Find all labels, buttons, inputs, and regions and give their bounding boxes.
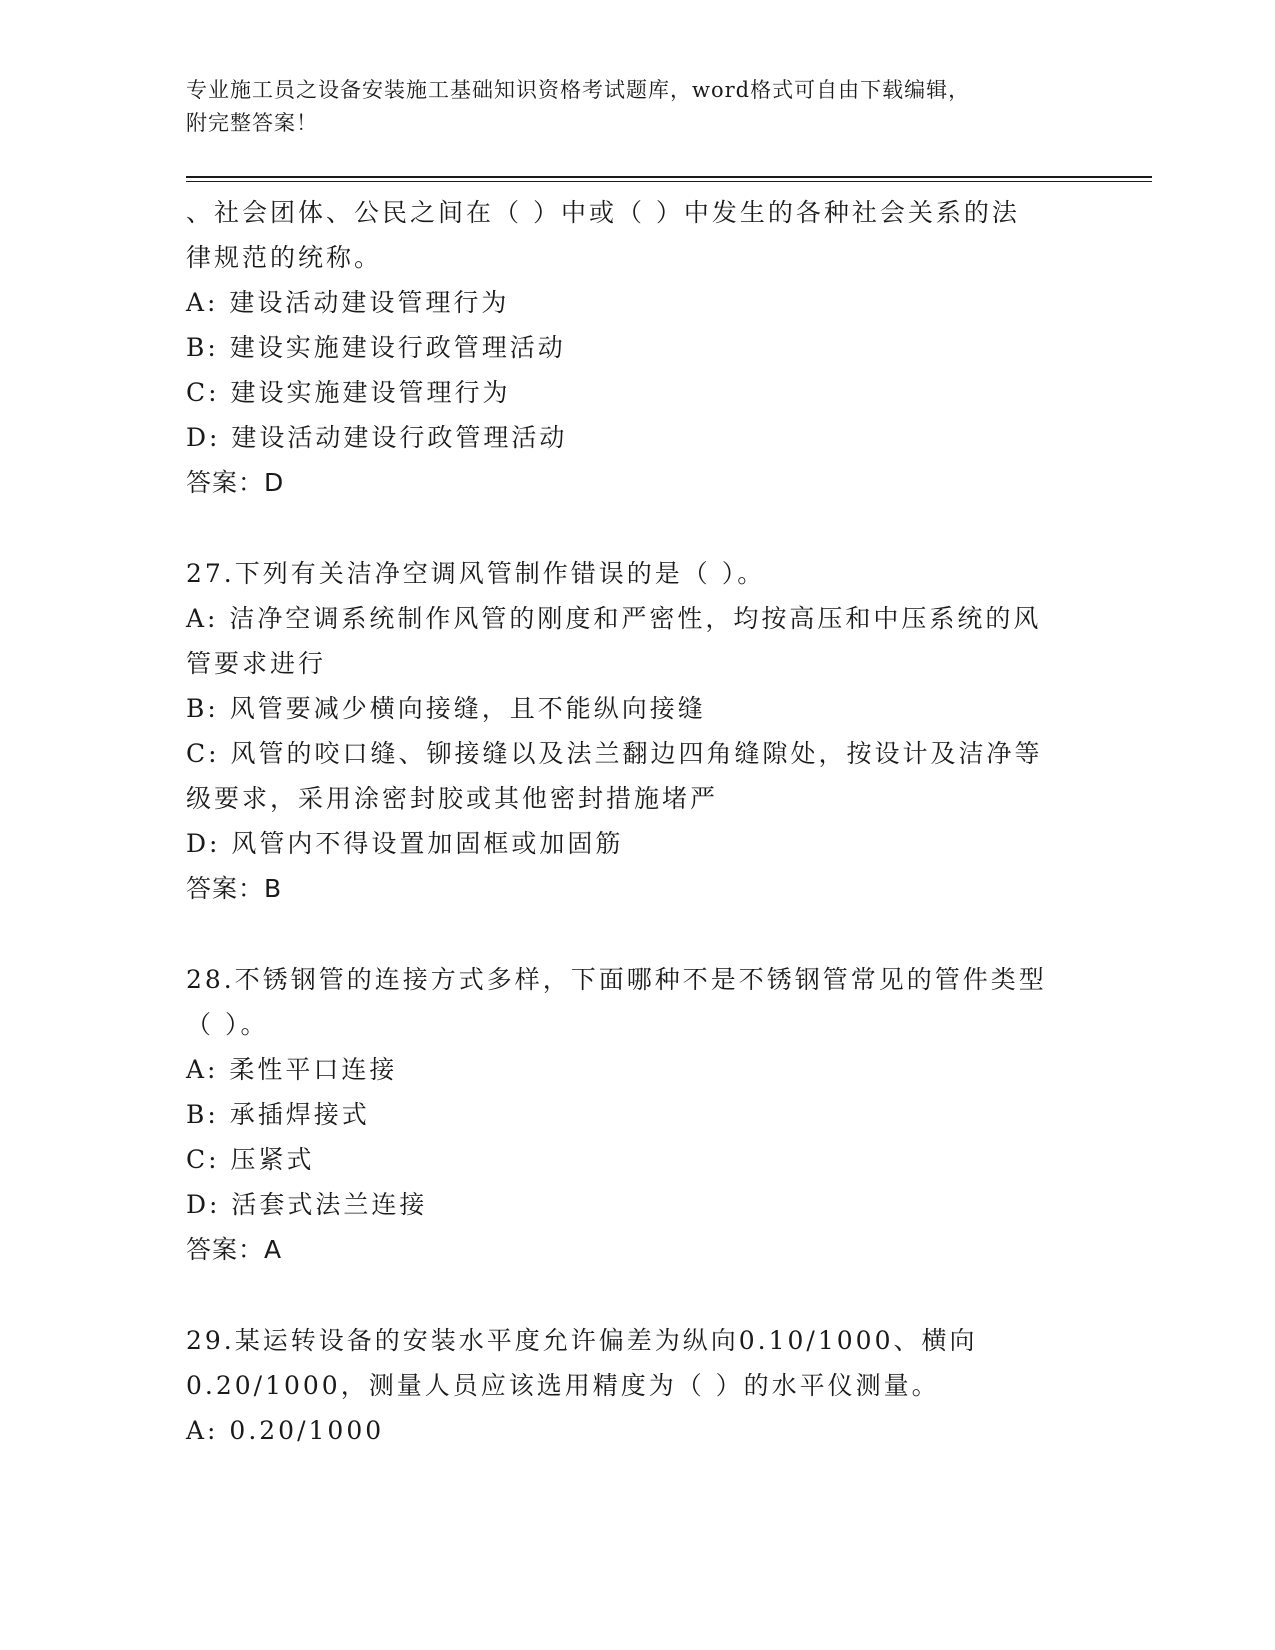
option-a-continued: 管要求进行 bbox=[186, 649, 327, 678]
question-28 bbox=[186, 957, 1076, 1272]
option-c: C: 压紧式 bbox=[186, 1145, 315, 1174]
option-b: B: 风管要减少横向接缝，且不能纵向接缝 bbox=[186, 694, 706, 723]
option-a: A: 柔性平口连接 bbox=[186, 1055, 398, 1084]
answer-label: 答案：D bbox=[186, 468, 285, 497]
option-c: C: 风管的咬口缝、铆接缝以及法兰翻边四角缝隙处，按设计及洁净等 bbox=[186, 739, 1043, 768]
question-stem: 28.不锈钢管的连接方式多样，下面哪种不是不锈钢管常见的管件类型 bbox=[186, 965, 1047, 994]
option-c: C: 建设实施建设管理行为 bbox=[186, 378, 511, 407]
option-a: A: 0.20/1000 bbox=[186, 1416, 385, 1445]
question-stem-continued: 0.20/1000，测量人员应该选用精度为（ ）的水平仪测量。 bbox=[186, 1371, 940, 1400]
option-d: D: 风管内不得设置加固框或加固筋 bbox=[186, 829, 624, 858]
question-content bbox=[186, 190, 1076, 1453]
spacer bbox=[186, 505, 1076, 551]
option-c-continued: 级要求，采用涂密封胶或其他密封措施堵严 bbox=[186, 784, 719, 813]
option-a: A: 建设活动建设管理行为 bbox=[186, 288, 510, 317]
option-b: B: 建设实施建设行政管理活动 bbox=[186, 333, 566, 362]
question-stem: 27.下列有关洁净空调风管制作错误的是（ ）。 bbox=[186, 559, 766, 588]
question-27 bbox=[186, 551, 1076, 911]
spacer bbox=[186, 1272, 1076, 1318]
option-d: D: 建设活动建设行政管理活动 bbox=[186, 423, 568, 452]
option-a: A: 洁净空调系统制作风管的刚度和严密性，均按高压和中压系统的风 bbox=[186, 604, 1042, 633]
option-d: D: 活套式法兰连接 bbox=[186, 1190, 428, 1219]
question-stem-continued: （ ）。 bbox=[186, 1010, 269, 1039]
answer-label: 答案：B bbox=[186, 874, 283, 903]
header-line-2: 附完整答案！ bbox=[186, 111, 318, 135]
option-b: B: 承插焊接式 bbox=[186, 1100, 370, 1129]
question-stem: 29.某运转设备的安装水平度允许偏差为纵向0.10/1000、横向 bbox=[186, 1326, 978, 1355]
question-stem-continued: 律规范的统称。 bbox=[186, 243, 383, 272]
question-26 bbox=[186, 190, 1076, 505]
header-divider-thick bbox=[186, 176, 1152, 178]
spacer bbox=[186, 911, 1076, 957]
document-header bbox=[186, 74, 1056, 140]
question-stem: 、社会团体、公民之间在（ ）中或（ ）中发生的各种社会关系的法 bbox=[186, 198, 1020, 227]
answer-label: 答案：A bbox=[186, 1235, 283, 1264]
question-29 bbox=[186, 1318, 1076, 1453]
header-line-1: 专业施工员之设备安装施工基础知识资格考试题库，word格式可自由下载编辑， bbox=[186, 78, 971, 102]
header-divider-thin bbox=[186, 181, 1152, 182]
